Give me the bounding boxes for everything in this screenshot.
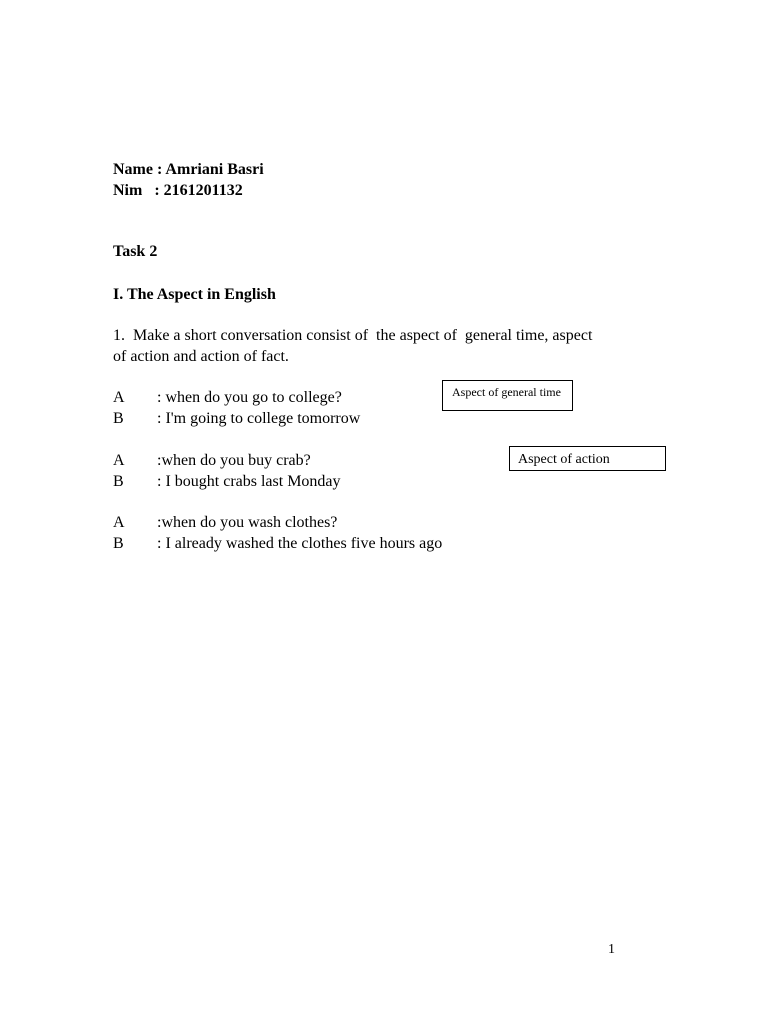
utterance-b: : I bought crabs last Monday	[157, 473, 341, 490]
speaker-a: A	[113, 452, 125, 469]
speaker-a: A	[113, 514, 125, 531]
question-line-1: 1. Make a short conversation consist of the aspect of general time, aspect	[113, 327, 593, 344]
annotation-text: Aspect of action	[518, 452, 610, 467]
student-name: Name : Amriani Basri	[113, 161, 264, 178]
utterance-b: : I'm going to college tomorrow	[157, 410, 361, 427]
page-number: 1	[608, 942, 615, 957]
annotation-box-action	[509, 446, 666, 471]
speaker-a: A	[113, 389, 125, 406]
utterance-a: :when do you buy crab?	[157, 452, 311, 469]
utterance-b: : I already washed the clothes five hours ago	[157, 535, 443, 552]
speaker-b: B	[113, 410, 124, 427]
annotation-box-general-time	[442, 380, 573, 411]
utterance-a: :when do you wash clothes?	[157, 514, 338, 531]
speaker-b: B	[113, 473, 124, 490]
section-heading: I. The Aspect in English	[113, 286, 276, 303]
question-line-2: of action and action of fact.	[113, 348, 289, 365]
student-nim: Nim : 2161201132	[113, 182, 243, 199]
utterance-a: : when do you go to college?	[157, 389, 342, 406]
speaker-b: B	[113, 535, 124, 552]
task-title: Task 2	[113, 243, 158, 260]
annotation-text: Aspect of general time	[452, 385, 561, 399]
